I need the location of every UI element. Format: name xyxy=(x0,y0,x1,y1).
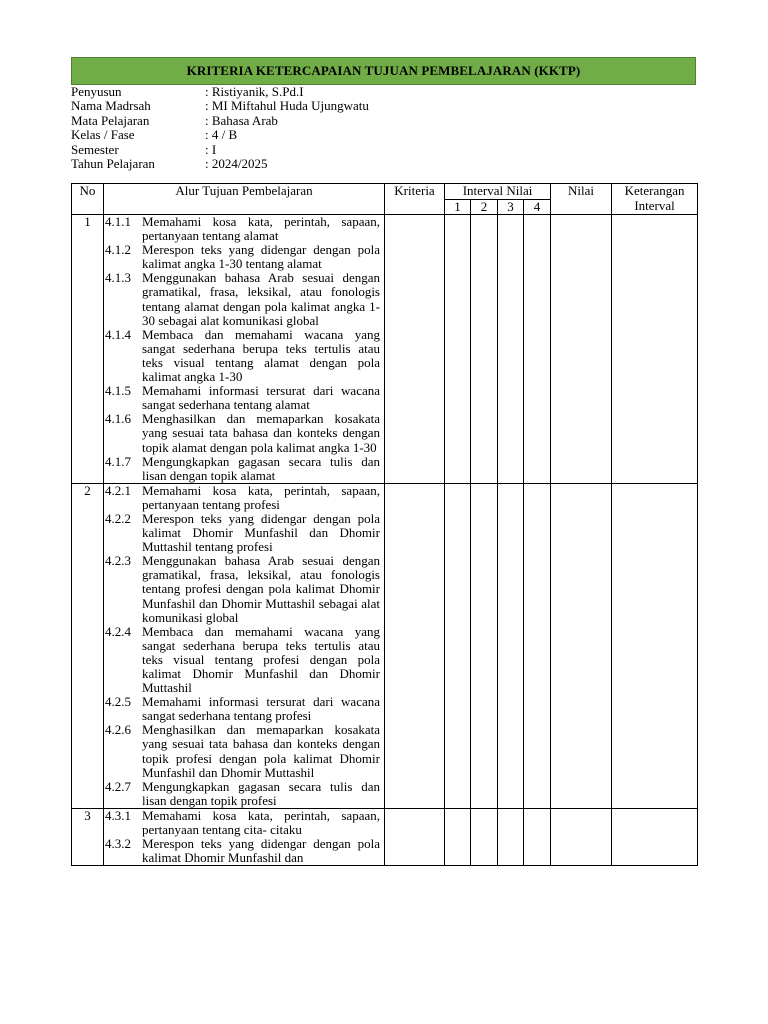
goal-code: 4.3.1 xyxy=(105,807,131,823)
header-interval-4: 4 xyxy=(524,199,551,215)
goal-code: 4.2.7 xyxy=(105,778,131,794)
goal-item xyxy=(104,412,384,454)
goal-item xyxy=(104,243,384,271)
table-row xyxy=(72,808,698,865)
interval-4-cell xyxy=(524,215,551,484)
nilai-cell xyxy=(551,483,612,808)
interval-3-cell xyxy=(498,215,524,484)
header-no: No xyxy=(72,184,104,215)
meta-value: : Bahasa Arab xyxy=(205,112,278,128)
goal-text: Menghasilkan dan memaparkan kosakata yang sesuai tata bahasa dan konteks dengan topik alamat dengan pola kalimat angka 1-30 xyxy=(142,411,380,455)
goal-item xyxy=(104,625,384,695)
meta-value: : 2024/2025 xyxy=(205,155,268,171)
header-keterangan-interval: Keterangan Interval xyxy=(612,184,698,215)
goal-text: Menggunakan bahasa Arab sesuai dengan gramatikal, frasa, leksikal, atau fonologis tentang profesi dengan pola kalimat Dhomir Munfashil dan Dhomir Muttashil sebagai alat komunikasi global xyxy=(142,553,380,625)
keterangan-cell xyxy=(612,808,698,865)
meta-value: : Ristiyanik, S.Pd.I xyxy=(205,84,304,99)
kktp-table xyxy=(71,183,698,866)
document-meta xyxy=(71,85,369,171)
goal-text: Menghasilkan dan memaparkan kosakata yang sesuai tata bahasa dan konteks dengan topik profesi dengan pola kalimat Dhomir Munfashil dan Dhomir Muttashil xyxy=(142,722,380,780)
goal-text: Memahami informasi tersurat dari wacana sangat sederhana tentang profesi xyxy=(142,694,380,724)
goal-item xyxy=(104,271,384,327)
goal-item xyxy=(104,455,384,483)
kriteria-cell xyxy=(385,483,445,808)
atp-cell xyxy=(104,483,385,808)
nilai-cell xyxy=(551,215,612,484)
goal-code: 4.2.2 xyxy=(105,510,131,526)
goal-item xyxy=(104,512,384,554)
goal-code: 4.1.5 xyxy=(105,383,131,399)
goal-text: Membaca dan memahami wacana yang sangat sederhana berupa teks tertulis atau teks visual tentang alamat dengan pola kalimat angka 1-30 xyxy=(142,326,380,385)
goal-text: Membaca dan memahami wacana yang sangat sederhana berupa teks tertulis atau teks visual tentang profesi dengan pola kalimat Dhomir Munfashil dan Dhomir Muttashil xyxy=(142,623,380,696)
goal-code: 4.2.1 xyxy=(105,482,131,498)
goal-code: 4.1.2 xyxy=(105,242,131,258)
interval-1-cell xyxy=(445,483,471,808)
goal-text: Memahami informasi tersurat dari wacana sangat sederhana tentang alamat xyxy=(142,383,380,413)
kriteria-cell xyxy=(385,808,445,865)
interval-2-cell xyxy=(471,808,498,865)
goal-item xyxy=(104,384,384,412)
meta-value: : I xyxy=(205,141,217,157)
header-interval-1: 1 xyxy=(445,199,471,215)
goal-text: Mengungkapkan gagasan secara tulis dan lisan dengan topik profesi xyxy=(142,778,380,808)
goal-item xyxy=(104,695,384,723)
document-title: KRITERIA KETERCAPAIAN TUJUAN PEMBELAJARAN (KKTP) xyxy=(71,57,696,85)
interval-3-cell xyxy=(498,483,524,808)
goal-code: 4.1.3 xyxy=(105,270,131,286)
meta-key: Mata Pelajaran xyxy=(71,112,150,128)
atp-cell xyxy=(104,215,385,484)
interval-2-cell xyxy=(471,215,498,484)
goal-item xyxy=(104,328,384,384)
meta-value: : MI Miftahul Huda Ujungwatu xyxy=(205,98,369,114)
goal-text: Memahami kosa kata, perintah, sapaan, pertanyaan tentang alamat xyxy=(142,214,380,244)
goal-code: 4.1.1 xyxy=(105,214,131,229)
header-atp: Alur Tujuan Pembelajaran xyxy=(104,184,385,215)
goal-text: Memahami kosa kata, perintah, sapaan, pertanyaan tentang cita- citaku xyxy=(142,807,380,838)
goal-item xyxy=(104,809,384,837)
meta-key: Penyusun xyxy=(71,84,122,99)
goal-text: Memahami kosa kata, perintah, sapaan, pertanyaan tentang profesi xyxy=(142,482,380,512)
goal-text: Merespon teks yang didengar dengan pola kalimat Dhomir Munfashil dan Dhomir Muttashil tentang profesi xyxy=(142,510,380,555)
header-interval-nilai: Interval Nilai xyxy=(445,184,551,200)
interval-3-cell xyxy=(498,808,524,865)
goal-item xyxy=(104,837,384,865)
header-interval-2: 2 xyxy=(471,199,498,215)
goal-code: 4.1.7 xyxy=(105,453,131,469)
meta-row xyxy=(71,85,369,99)
interval-4-cell xyxy=(524,808,551,865)
meta-key: Nama Madrsah xyxy=(71,98,151,114)
row-number: 3 xyxy=(72,808,104,865)
meta-row xyxy=(71,128,369,142)
interval-4-cell xyxy=(524,483,551,808)
keterangan-cell xyxy=(612,483,698,808)
meta-row xyxy=(71,143,369,157)
goal-item xyxy=(104,215,384,243)
meta-key: Semester xyxy=(71,141,119,157)
goal-code: 4.2.3 xyxy=(105,553,131,569)
goal-text: Merespon teks yang didengar dengan pola kalimat Dhomir Munfashil dan xyxy=(142,836,380,866)
table-row xyxy=(72,483,698,808)
goal-text: Mengungkapkan gagasan secara tulis dan lisan dengan topik alamat xyxy=(142,453,380,483)
header-interval-3: 3 xyxy=(498,199,524,215)
header-nilai: Nilai xyxy=(551,184,612,215)
goal-item xyxy=(104,780,384,808)
goal-text: Merespon teks yang didengar dengan pola kalimat angka 1-30 tentang alamat xyxy=(142,242,380,272)
goal-code: 4.1.4 xyxy=(105,326,131,342)
row-number: 1 xyxy=(72,215,104,484)
table-row xyxy=(72,215,698,484)
interval-2-cell xyxy=(471,483,498,808)
meta-value: : 4 / B xyxy=(205,127,238,143)
interval-1-cell xyxy=(445,808,471,865)
goal-item xyxy=(104,554,384,624)
goal-item xyxy=(104,484,384,512)
meta-key: Tahun Pelajaran xyxy=(71,155,155,171)
keterangan-cell xyxy=(612,215,698,484)
atp-cell xyxy=(104,808,385,865)
meta-key: Kelas / Fase xyxy=(71,127,135,143)
goal-text: Menggunakan bahasa Arab sesuai dengan gramatikal, frasa, leksikal, atau fonologis tentang alamat dengan pola kalimat angka 1-30 sebagai alat komunikasi global xyxy=(142,270,380,328)
meta-row xyxy=(71,99,369,113)
meta-row xyxy=(71,157,369,171)
meta-row xyxy=(71,114,369,128)
goal-code: 4.3.2 xyxy=(105,836,131,852)
row-number: 2 xyxy=(72,483,104,808)
goal-code: 4.2.6 xyxy=(105,722,131,738)
goal-item xyxy=(104,723,384,779)
nilai-cell xyxy=(551,808,612,865)
goal-code: 4.2.4 xyxy=(105,623,131,639)
header-kriteria: Kriteria xyxy=(385,184,445,215)
kriteria-cell xyxy=(385,215,445,484)
goal-code: 4.1.6 xyxy=(105,411,131,427)
goal-code: 4.2.5 xyxy=(105,694,131,710)
interval-1-cell xyxy=(445,215,471,484)
